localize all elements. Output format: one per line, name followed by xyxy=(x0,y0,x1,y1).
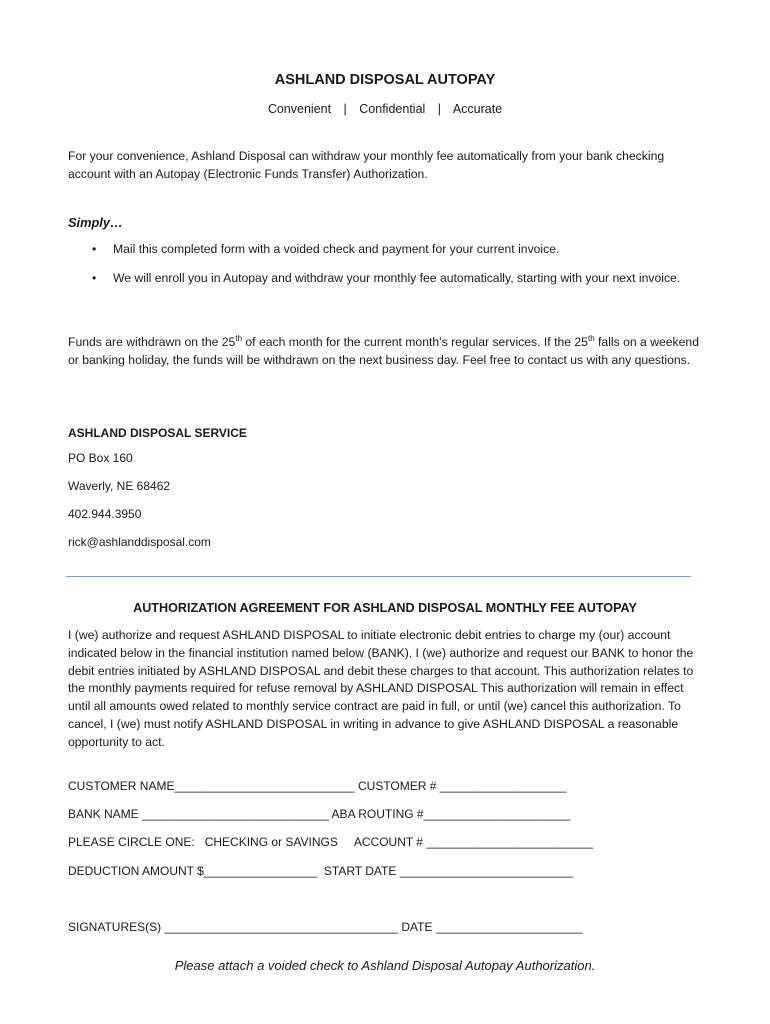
steps-heading: Simply… xyxy=(68,215,123,230)
list-item-text: Mail this completed form with a voided check and payment for your current invoice. xyxy=(113,242,560,256)
tagline-convenient: Convenient xyxy=(267,102,332,116)
bullet-icon: • xyxy=(92,271,97,285)
authorization-body: I (we) authorize and request ASHLAND DISPOSAL to initiate electronic debit entries to charge my (our) account indicated below in the financial institution named below (BANK). I (we) authorize and request our BANK to honor the debit entries initiated by ASHLAND DISPOSAL and debit these charges to that account. This authorization relates to the monthly payments required for refuse removal by ASHLAND DISPOSAL This authorization will remain in effect until all amounts owed related to monthly service contract are paid in full, or until (we) cancel this authorization. To cancel, I (we) must notify ASHLAND DISPOSAL in writing in advance to give ASHLAND DISPOSAL a reasonable opportunity to act. xyxy=(68,628,694,749)
company-name: ASHLAND DISPOSAL SERVICE xyxy=(68,426,247,440)
list-item-text: We will enroll you in Autopay and withdraw your monthly fee automatically, starting with your next invoice. xyxy=(113,271,681,285)
tagline-accurate: Accurate xyxy=(452,102,503,116)
tagline-separator: | xyxy=(437,102,442,116)
authorization-title: AUTHORIZATION AGREEMENT FOR ASHLAND DISPOSAL MONTHLY FEE AUTOPAY xyxy=(133,601,637,615)
tagline-confidential: Confidential xyxy=(359,102,426,116)
funds-text: falls on a weekend or banking holiday, the funds will be withdrawn on the next business day. Feel free to contact us with any questions. xyxy=(68,335,699,367)
footer-note: Please attach a voided check to Ashland Disposal Autopay Authorization. xyxy=(174,958,596,973)
account-type-fields: PLEASE CIRCLE ONE: CHECKING or SAVINGS ACCOUNT # _________________________ xyxy=(68,835,594,849)
funds-text: Funds are withdrawn on the 25 xyxy=(68,335,236,349)
intro-paragraph: For your convenience, Ashland Disposal can withdraw your monthly fee automatically from your bank checking account with an Autopay (Electronic Funds Transfer) Authorization. xyxy=(68,149,665,181)
tagline xyxy=(0,102,770,116)
tagline-separator: | xyxy=(343,102,347,116)
section-divider xyxy=(66,576,691,577)
email-address: rick@ashlanddisposal.com xyxy=(68,535,211,549)
funds-text: of each month for the current month’s regular services. If the 25 xyxy=(242,335,588,349)
address-line-2: Waverly, NE 68462 xyxy=(68,479,171,493)
ordinal-suffix: th xyxy=(587,333,595,343)
customer-fields: CUSTOMER NAME___________________________ CUSTOMER # ___________________ xyxy=(68,779,567,793)
bank-fields: BANK NAME ____________________________ ABA ROUTING #______________________ xyxy=(68,807,571,821)
address-line-1: PO Box 160 xyxy=(68,451,133,465)
signature-fields: SIGNATURES(S) ___________________________________ DATE ______________________ xyxy=(68,920,583,934)
deduction-fields: DEDUCTION AMOUNT $_________________ START DATE __________________________ xyxy=(68,864,574,878)
document-title: ASHLAND DISPOSAL AUTOPAY xyxy=(274,72,496,88)
funds-paragraph xyxy=(68,333,708,369)
ordinal-suffix: th xyxy=(235,333,243,343)
bullet-icon: • xyxy=(92,242,97,256)
phone-number: 402.944.3950 xyxy=(68,507,142,521)
